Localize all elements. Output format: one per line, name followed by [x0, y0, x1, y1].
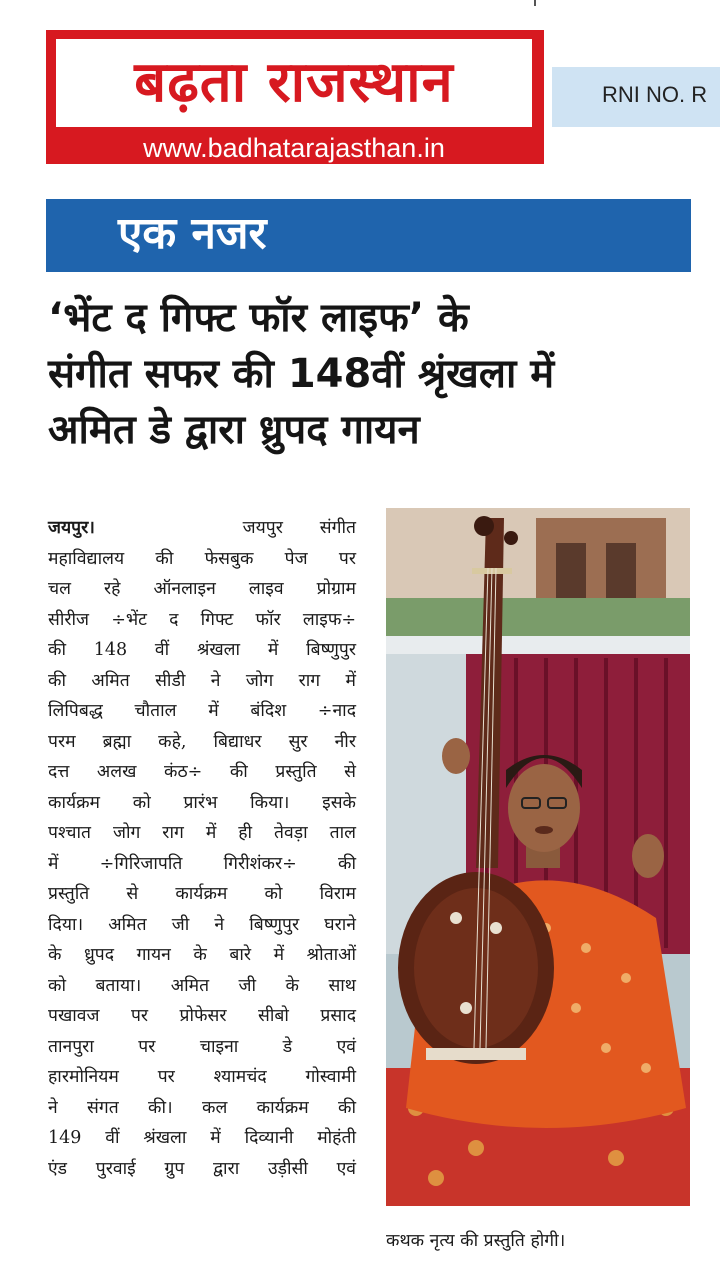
headline-line: अमित डे द्वारा ध्रुपद गायन [48, 407, 420, 453]
article-line: तानपुरा पर चाइना डे एवं [48, 1036, 356, 1057]
article-body [48, 513, 356, 1184]
headline [48, 290, 708, 458]
section-bar [46, 199, 691, 272]
article-line: चल रहे ऑनलाइन लाइव प्रोग्राम [48, 579, 356, 599]
article-line: में ÷गिरिजापति गिरीशंकर÷ की [48, 853, 356, 874]
article-line: कार्यक्रम को प्रारंभ किया। इसके [48, 792, 356, 813]
article-line: पश्चात जोग राग में ही तेवड़ा ताल [48, 823, 356, 843]
tanpura-singer-photo [386, 508, 690, 1206]
article-line: दिया। अमित जी ने बिष्णुपुर घराने [48, 914, 356, 935]
dateline: जयपुर। [48, 518, 95, 538]
article-line: की 148 वीं श्रंखला में बिष्णुपुर [48, 640, 356, 660]
article-continuation: कथक नृत्य की प्रस्तुति होगी। [386, 1231, 566, 1251]
rni-number: RNI NO. R [602, 82, 708, 107]
article-line: दत्त अलख कंठ÷ की प्रस्तुति से [48, 762, 356, 782]
article-line: को बताया। अमित जी के साथ [48, 975, 356, 996]
rni-band [552, 67, 720, 127]
article-line: जयपुर संगीत [242, 518, 356, 538]
article-line: महाविद्यालय की फेसबुक पेज पर [48, 548, 356, 569]
masthead [46, 30, 544, 164]
article-line: एंड पुरवाई ग्रुप द्वारा उड़ीसी एवं [48, 1158, 356, 1179]
article-line: प्रस्तुति से कार्यक्रम को विराम [48, 884, 356, 904]
article-line: पखावज पर प्रोफेसर सीबो प्रसाद [48, 1006, 356, 1026]
photo-illustration [386, 508, 690, 1206]
article-line: सीरीज ÷भेंट द गिफ्ट फॉर लाइफ÷ [48, 609, 356, 630]
article-line: के ध्रुपद गायन के बारे में श्रोताओं [48, 945, 356, 965]
masthead-title-box [56, 39, 532, 127]
article-line: हारमोनियम पर श्यामचंद गोस्वामी [48, 1067, 356, 1087]
article-line: परम ब्रह्मा कहे, बिद्याधर सुर नीर [48, 731, 356, 752]
article-line: ने संगत की। कल कार्यक्रम की [48, 1097, 356, 1118]
headline-line: संगीत सफर की 148वीं श्रृंखला में [48, 351, 555, 397]
article-line: 149 वीं श्रंखला में दिव्यानी मोहंती [48, 1128, 356, 1148]
section-title: एक नजर [118, 208, 267, 259]
article-first-line [48, 513, 356, 544]
headline-line: ‘भेंट द गिफ्ट फॉर लाइफ’ के [48, 295, 469, 341]
page-edge-mark [534, 0, 536, 6]
article-line: की अमित सीडी ने जोग राग में [48, 670, 356, 691]
masthead-url[interactable]: www.badhatarajasthan.in [143, 133, 445, 163]
masthead-title: बढ़ता राजस्थान [134, 50, 454, 115]
article-line: लिपिबद्ध चौताल में बंदिश ÷नाद [48, 701, 356, 721]
